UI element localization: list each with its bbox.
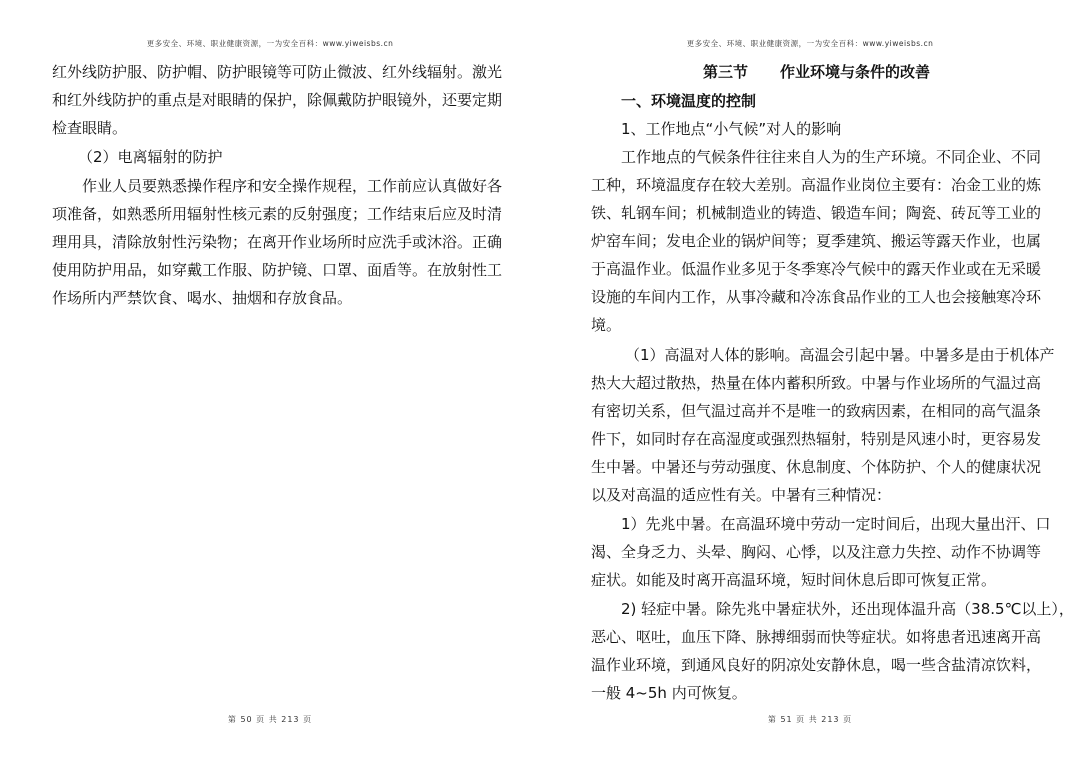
paragraph-line: 工种，环境温度存在较大差别。高温作业岗位主要有：冶金工业的炼 <box>591 176 1042 194</box>
paragraph-line: 件下，如同时存在高湿度或强烈热辐射，特别是风速小时，更容易发 <box>591 430 1042 448</box>
paragraph-line: 恶心、呕吐，血压下降、脉搏细弱而快等症状。如将患者迅速离开高 <box>591 628 1042 646</box>
paragraph-line: 温作业环境，到通风良好的阴凉处安静休息，喝一些含盐清凉饮料， <box>591 656 1042 674</box>
section-heading: 一、环境温度的控制 <box>621 92 757 110</box>
paragraph-line: 工作地点的气候条件往往来自人为的生产环境。不同企业、不同 <box>621 148 1042 166</box>
section-title <box>703 62 930 82</box>
paragraph-line: 项准备，如熟悉所用辐射性核元素的反射强度；工作结束后应及时清 <box>52 205 503 223</box>
paragraph-line: 生中暑。中暑还与劳动强度、休息制度、个体防护、个人的健康状况 <box>591 458 1042 476</box>
page-footer: 第 51 页 共 213 页 <box>767 715 853 724</box>
paragraph-line: 热大大超过散热，热量在体内蓄积所致。中暑与作业场所的气温过高 <box>591 374 1042 392</box>
paragraph-line: 理用具，清除放射性污染物；在离开作业场所时应洗手或沐浴。正确 <box>52 233 503 251</box>
paragraph-line: 作场所内严禁饮食、喝水、抽烟和存放食品。 <box>52 289 353 307</box>
page-footer: 第 50 页 共 213 页 <box>227 715 313 724</box>
paragraph-line: 症状。如能及时离开高温环境，短时间休息后即可恢复正常。 <box>591 571 997 589</box>
page-header: 更多安全、环境、职业健康资源，一为安全百科：www.yiweisbs.cn <box>686 39 934 48</box>
paragraph-line: 境。 <box>591 316 622 334</box>
paragraph-line: 一般 4~5h 内可恢复。 <box>591 684 747 702</box>
list-item: 1）先兆中暑。在高温环境中劳动一定时间后，出现大量出汗、口 <box>621 515 1051 533</box>
section-number: 第三节 <box>703 63 749 81</box>
paragraph-line: 炉窑车间；发电企业的锅炉间等；夏季建筑、搬运等露天作业，也属 <box>591 232 1042 250</box>
paragraph-line: 使用防护用品，如穿戴工作服、防护镜、口罩、面盾等。在放射性工 <box>52 261 503 279</box>
paragraph-line: 设施的车间内工作，从事冷藏和冷冻食品作业的工人也会接触寒冷环 <box>591 288 1042 306</box>
list-item: 2) 轻症中暑。除先兆中暑症状外，还出现体温升高（38.5℃以上）， <box>621 600 1074 618</box>
paragraph-line: 作业人员要熟悉操作程序和安全操作规程，工作前应认真做好各 <box>82 177 503 195</box>
paragraph-line: 铁、轧钢车间；机械制造业的铸造、锻造车间；陶瓷、砖瓦等工业的 <box>591 204 1042 222</box>
page-header: 更多安全、环境、职业健康资源，一为安全百科：www.yiweisbs.cn <box>146 39 394 48</box>
paragraph-line: （1）高温对人体的影响。高温会引起中暑。中暑多是由于机体产 <box>625 346 1055 364</box>
subsection-heading: （2）电离辐射的防护 <box>78 148 223 166</box>
paragraph-line: 于高温作业。低温作业多见于冬季寒冷气候中的露天作业或在无采暖 <box>591 260 1042 278</box>
paragraph-line: 以及对高温的适应性有关。中暑有三种情况： <box>591 486 892 504</box>
subsection-heading: 1、工作地点“小气候”对人的影响 <box>621 120 842 138</box>
section-name: 作业环境与条件的改善 <box>780 63 931 81</box>
paragraph-line: 红外线防护服、防护帽、防护眼镜等可防止微波、红外线辐射。激光 <box>52 63 503 81</box>
paragraph-line: 渴、全身乏力、头晕、胸闷、心悸，以及注意力失控、动作不协调等 <box>591 543 1042 561</box>
paragraph-line: 和红外线防护的重点是对眼睛的保护，除佩戴防护眼镜外，还要定期 <box>52 91 503 109</box>
paragraph-line: 检查眼睛。 <box>52 119 128 137</box>
paragraph-line: 有密切关系，但气温过高并不是唯一的致病因素，在相同的高气温条 <box>591 402 1042 420</box>
